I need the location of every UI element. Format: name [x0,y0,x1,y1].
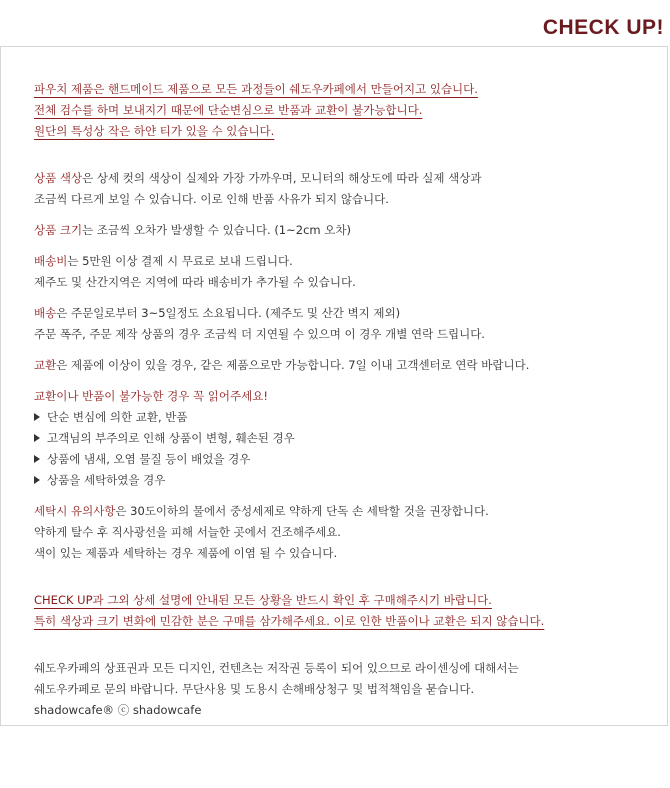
color-label: 상품 색상 [34,171,83,185]
triangle-bullet-icon [34,413,40,421]
size-info [34,220,647,241]
notice-content [34,79,647,721]
color-info-line-1 [34,168,647,189]
no-return-item [34,470,647,491]
washing-text-2: 약하게 탈수 후 직사광선을 피해 서늘한 곳에서 건조해주세요. [34,525,341,539]
shipping-fee-text-2: 제주도 및 산간지역은 지역에 따라 배송비가 추가될 수 있습니다. [34,275,356,289]
shipping-fee-text-1: 는 5만원 이상 결제 시 무료로 보내 드립니다. [67,254,293,268]
no-return-item [34,428,647,449]
exchange-info [34,355,647,376]
exchange-label: 교환 [34,358,57,372]
copyright-line-1: 쉐도우카페의 상표권과 모든 디지인, 컨텐츠는 저작권 등록이 되어 있으므로 라이센싱에 대해서는 [34,661,519,675]
delivery-line-1 [34,303,647,324]
no-return-item [34,407,647,428]
washing-text-3: 색이 있는 제품과 세탁하는 경우 제품에 이염 될 수 있습니다. [34,546,338,560]
notice-line-1: 파우치 제품은 핸드메이드 제품으로 모든 과정들이 쉐도우카페에서 만들어지고 있습니다. [34,82,478,96]
no-return-item [34,449,647,470]
no-return-item-text: 단순 변심에 의한 교환, 반품 [47,410,188,424]
shipping-fee-line-1 [34,251,647,272]
size-label: 상품 크기 [34,223,83,237]
no-return-item-text: 상품을 세탁하였을 경우 [47,473,166,487]
no-return-heading: 교환이나 반품이 불가능한 경우 꼭 읽어주세요! [34,389,268,403]
washing-text-1: 은 30도이하의 물에서 중성세제로 약하게 단독 손 세탁할 것을 권장합니다. [115,504,489,518]
no-return-item-text: 고객님의 부주의로 인해 상품이 변형, 훼손된 경우 [47,431,295,445]
brand-line: shadowcafe® ⓒ shadowcafe [34,703,202,717]
washing-line-1 [34,501,647,522]
color-text-1: 은 상세 컷의 색상이 실제와 가장 가까우며, 모니터의 해상도에 따라 실제 색상과 [82,171,482,185]
triangle-bullet-icon [34,455,40,463]
warning-line-2: 특히 색상과 크기 변화에 민감한 분은 구매를 삼가해주세요. 이로 인한 반품이나 교환은 되지 않습니다. [34,614,545,628]
notice-line-2: 전체 검수를 하며 보내지기 때문에 단순변심으로 반품과 교환이 불가능합니다. [34,103,423,117]
shipping-fee-label: 배송비 [34,254,68,268]
check-up-title: CHECK UP! [542,16,664,39]
triangle-bullet-icon [34,434,40,442]
triangle-bullet-icon [34,476,40,484]
warning-line-1: CHECK UP과 그외 상세 설명에 안내된 모든 상황을 반드시 확인 후 구매해주시기 바랍니다. [34,593,492,607]
notice-line-3: 원단의 특성상 작은 하얀 티가 있을 수 있습니다. [34,124,275,138]
notice-box [0,46,668,726]
exchange-text: 은 제품에 이상이 있을 경우, 같은 제품으로만 가능합니다. 7일 이내 고객센터로 연락 바랍니다. [56,358,530,372]
delivery-text-2: 주문 폭주, 주문 제작 상품의 경우 조금씩 더 지연될 수 있으며 이 경우 개별 연락 드립니다. [34,327,485,341]
color-text-2: 조금씩 다르게 보일 수 있습니다. 이로 인해 반품 사유가 되지 않습니다. [34,192,389,206]
delivery-text-1: 은 주문일로부터 3~5일정도 소요됩니다. (제주도 및 산간 벽지 제외) [56,306,401,320]
size-text: 는 조금씩 오차가 발생할 수 있습니다. (1~2cm 오차) [82,223,351,237]
washing-label: 세탁시 유의사항 [34,504,116,518]
delivery-label: 배송 [34,306,57,320]
no-return-item-text: 상품에 냄새, 오염 물질 등이 배었을 경우 [47,452,251,466]
copyright-line-2: 쉐도우카페로 문의 바랍니다. 무단사용 및 도용시 손해배상청구 및 법적책임을 묻습니다. [34,682,475,696]
